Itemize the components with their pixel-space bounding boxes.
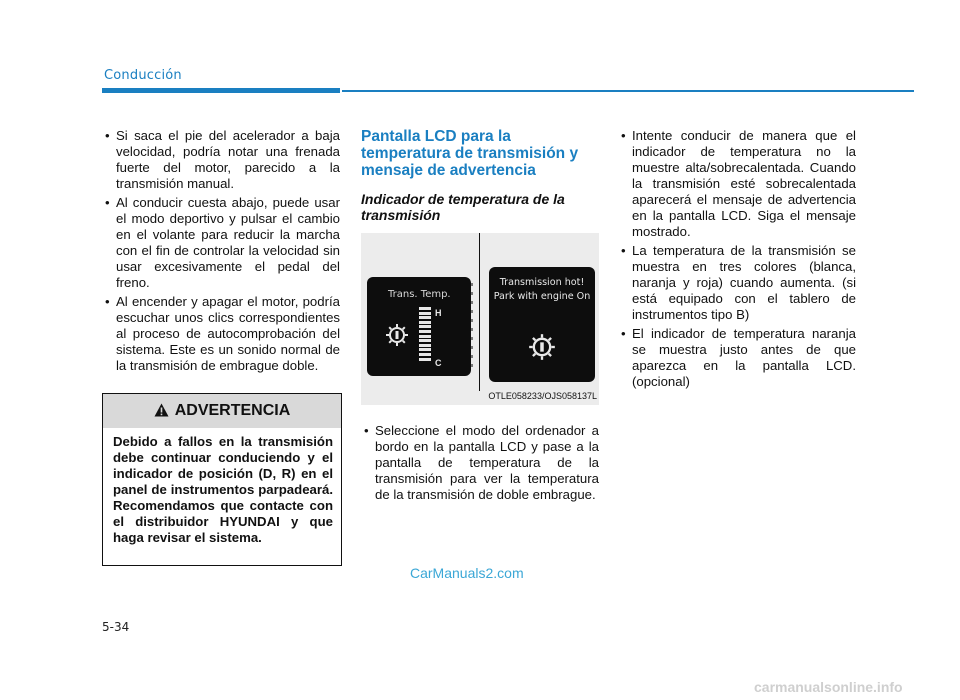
list-item: • Si saca el pie del acelerador a baja velocidad, podría notar una frenada fuerte del motor, parecido a la transmisión manual. (102, 128, 340, 192)
trans-temp-title: Trans. Temp. (388, 289, 451, 300)
gauge-low-label: C (435, 358, 442, 368)
warning-message-text: Transmission hot! Park with engine On (493, 277, 591, 302)
transmission-gear-icon (528, 333, 556, 361)
header-rule-thick (102, 88, 340, 93)
warning-body: Debido a fallos en la transmisión debe continuar conduciendo y el indicador de posición (D, R) en el panel de instrumentos parpadeará. Recomendamos que contacte con el distribuidor HYUNDAI y que haga revisar el sistema. (113, 434, 333, 545)
warning-header (103, 394, 341, 428)
figure-caption: OTLE058233/OJS058137L (488, 391, 597, 401)
footer-watermark: carmanualsonline.info (754, 679, 903, 695)
warning-title: ADVERTENCIA (174, 402, 291, 419)
header-rule-thin (342, 90, 914, 92)
gauge-high-label: H (435, 308, 442, 318)
list-item: • La temperatura de la transmisión se muestra en tres colores (blanca, naranja y roja) cuando aumenta. (si está equipado con el tablero de instrumentos tipo B) (618, 243, 856, 323)
section-heading: Pantalla LCD para la temperatura de transmisión y mensaje de advertencia (361, 128, 579, 179)
warning-triangle-icon (154, 403, 169, 417)
middle-column (361, 128, 599, 506)
list-item: • Al encender y apagar el motor, podría escuchar unos clics correspondientes al proceso de autocomprobación del sistema. Este es un sonido normal de la transmisión de embrague doble. (102, 294, 340, 374)
lcd-figure (361, 233, 599, 405)
list-item: • Al conducir cuesta abajo, puede usar el modo deportivo y pulsar el cambio en el volante para reducir la marcha con el fin de controlar la velocidad sin usar excesivamente el pedal del freno. (102, 195, 340, 291)
right-bullet-list (618, 128, 856, 390)
middle-bullet-list (361, 423, 599, 503)
trans-temp-display (367, 277, 471, 376)
subsection-heading: Indicador de temperatura de la transmisión (361, 191, 565, 223)
page-number: 5-34 (102, 620, 130, 634)
gauge-ticks (471, 283, 473, 373)
list-item: • El indicador de temperatura naranja se muestra justo antes de que aparezca en la pantalla LCD. (opcional) (618, 326, 856, 390)
list-item: • Intente conducir de manera que el indicador de temperatura no la muestre alta/sobrecalentada. Cuando la transmisión esté sobrecalentada aparecerá el mensaje de advertencia en la pantalla LCD. Siga el mensaje mostrado. (618, 128, 856, 240)
section-title: Conducción (104, 68, 182, 83)
right-column (618, 128, 856, 393)
temperature-gauge (419, 307, 431, 365)
figure-divider (479, 233, 480, 391)
list-item: • Seleccione el modo del ordenador a bordo en la pantalla LCD y pase a la pantalla de temperatura de la transmisión para ver la temperatura de la transmisión de doble embrague. (361, 423, 599, 503)
watermark-link[interactable]: CarManuals2.com (410, 565, 524, 581)
warning-box (102, 393, 342, 566)
transmission-gear-icon (385, 323, 409, 347)
warning-message-display (489, 267, 595, 382)
left-column (102, 128, 340, 377)
left-bullet-list (102, 128, 340, 374)
